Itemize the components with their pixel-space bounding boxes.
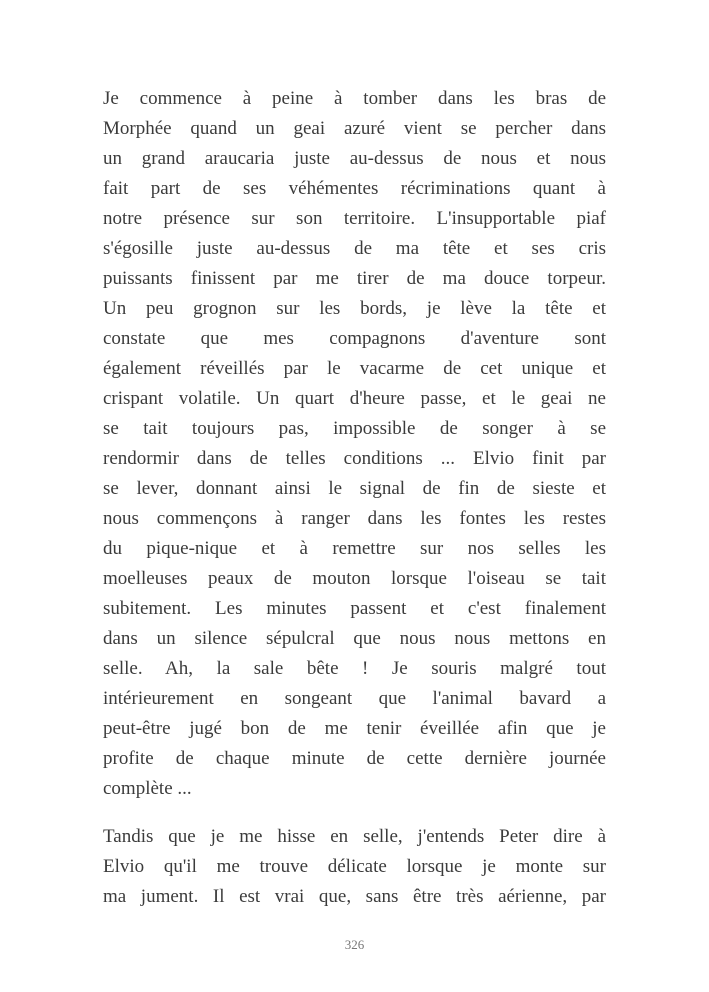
text-line: du pique-nique et à remettre sur nos selles les [103, 538, 606, 559]
body-text [103, 84, 606, 912]
page-number: 326 [344, 937, 365, 952]
text-line: Je commence à peine à tomber dans les bras de [103, 88, 606, 109]
text-line: peut-être jugé bon de me tenir éveillée afin que je [103, 718, 606, 739]
text-line: Un peu grognon sur les bords, je lève la tête et [103, 298, 606, 319]
text-line: fait part de ses véhémentes récriminations quant à [103, 178, 606, 199]
text-line: Morphée quand un geai azuré vient se percher dans [103, 118, 606, 139]
text-line: selle. Ah, la sale bête ! Je souris malgré tout [103, 658, 606, 679]
text-line: Tandis que je me hisse en selle, j'entends Peter dire à [103, 826, 606, 847]
text-line: rendormir dans de telles conditions ... Elvio finit par [103, 448, 606, 469]
text-line: intérieurement en songeant que l'animal bavard a [103, 688, 606, 709]
text-line: également réveillés par le vacarme de cet unique et [103, 358, 606, 379]
paragraph-2 [103, 822, 606, 912]
text-line: crispant volatile. Un quart d'heure passe, et le geai ne [103, 388, 606, 409]
text-line: se lever, donnant ainsi le signal de fin de sieste et [103, 478, 606, 499]
text-line: un grand araucaria juste au-dessus de nous et nous [103, 148, 606, 169]
text-line: complète ... [103, 778, 192, 799]
text-line: constate que mes compagnons d'aventure sont [103, 328, 606, 349]
text-line: Elvio qu'il me trouve délicate lorsque je monte sur [103, 856, 606, 877]
text-line: profite de chaque minute de cette dernière journée [103, 748, 606, 769]
text-line: ma jument. Il est vrai que, sans être très aérienne, par [103, 886, 606, 907]
paragraph-1 [103, 84, 606, 804]
text-line: subitement. Les minutes passent et c'est finalement [103, 598, 606, 619]
text-line: se tait toujours pas, impossible de songer à se [103, 418, 606, 439]
text-line: nous commençons à ranger dans les fontes les restes [103, 508, 606, 529]
text-line: notre présence sur son territoire. L'insupportable piaf [103, 208, 606, 229]
text-line: moelleuses peaux de mouton lorsque l'oiseau se tait [103, 568, 606, 589]
text-line: s'égosille juste au-dessus de ma tête et ses cris [103, 238, 606, 259]
text-line: puissants finissent par me tirer de ma douce torpeur. [103, 268, 606, 289]
text-line: dans un silence sépulcral que nous nous mettons en [103, 628, 606, 649]
